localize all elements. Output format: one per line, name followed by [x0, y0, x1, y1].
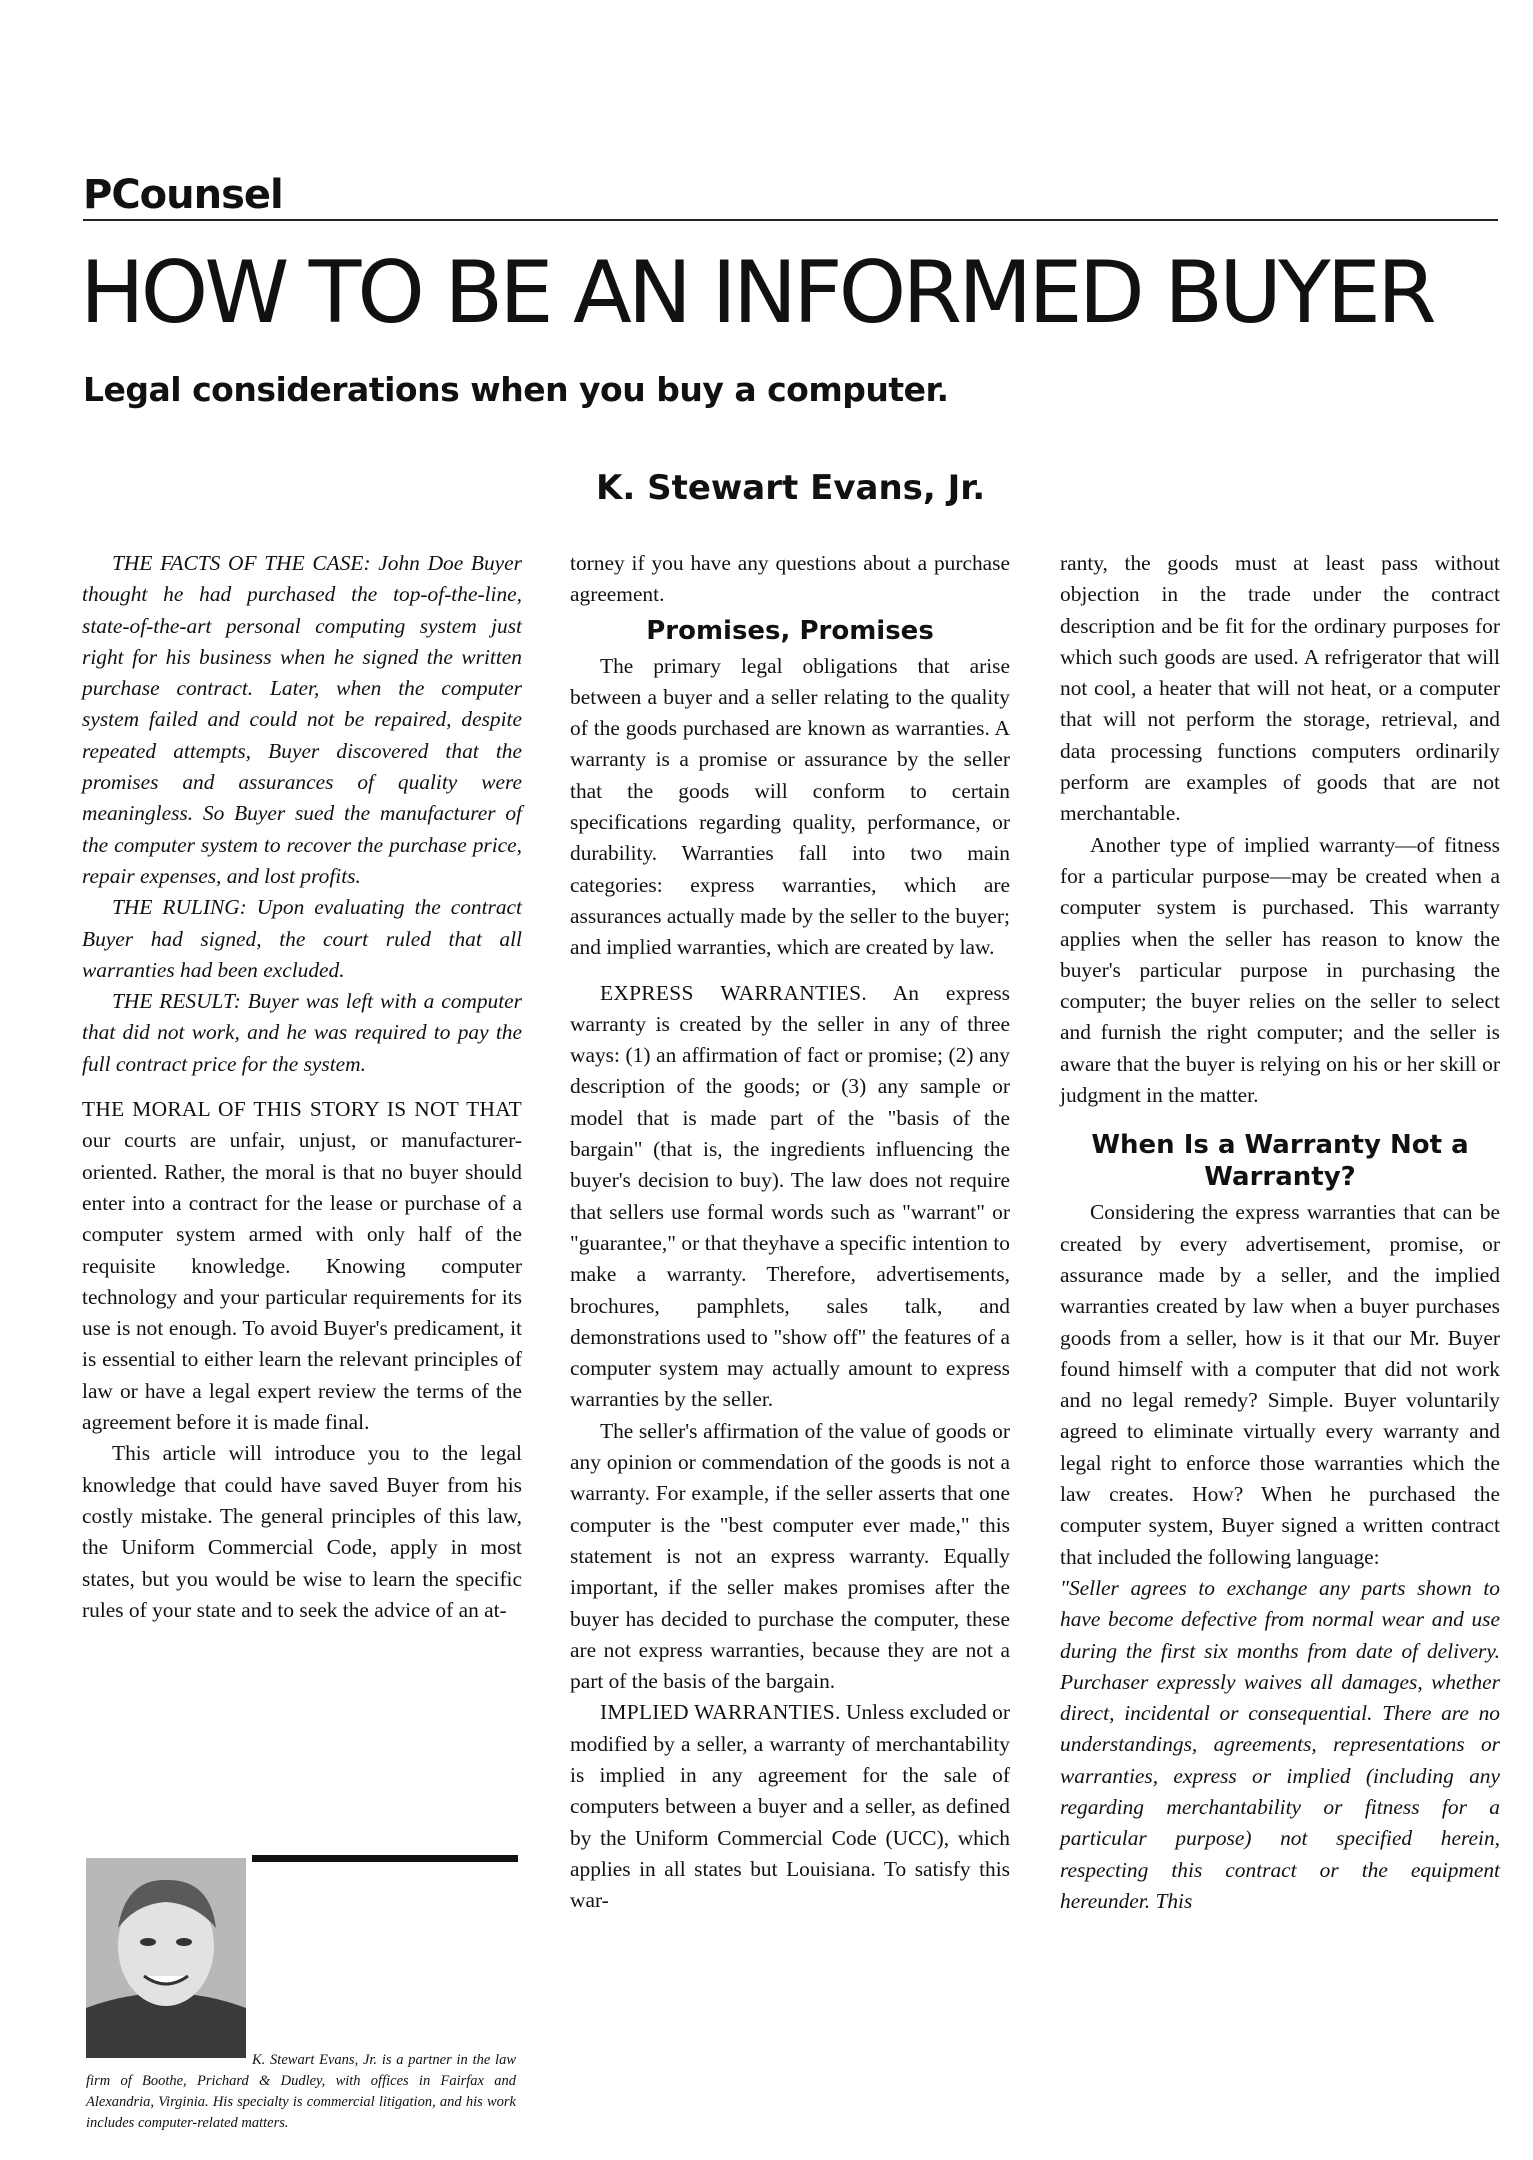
case-ruling-paragraph: THE RULING: Upon evaluating the contract Buyer had signed, the court ruled that all warranties had been excluded. [82, 895, 522, 982]
case-facts-paragraph: THE FACTS OF THE CASE: John Doe Buyer thought he had purchased the top-of-the-line, state-of-the-art personal computing system just right for his business when he signed the written purchase contract. Later, when the computer system failed and could not be repaired, despite repeated attempts, Buyer discovered that the promises and assurances of quality were meaningless. So Buyer sued the manufacturer of the computer system to recover the purchase price, repair expenses, and lost profits. [82, 551, 522, 888]
continued-paragraph: torney if you have any questions about a purchase agreement. [570, 551, 1010, 607]
section-divider [83, 219, 1498, 221]
intro-paragraph: This article will introduce you to the legal knowledge that could have saved Buyer from his costly mistake. The general principles of this law, the Uniform Commercial Code, apply in most states, but you would be wise to learn the specific rules of your state and to seek the advice of an at- [82, 1441, 522, 1622]
fitness-paragraph: Another type of implied warranty—of fitness for a particular purpose—may be created when a computer system is purchased. This warranty applies when the seller has reason to know the buyer's particular purpose in purchasing the computer; the buyer relies on the seller to select and furnish the right computer; and the seller is aware that the buyer is relying on his or her skill or judgment in the matter. [1060, 832, 1500, 1108]
author-caption [86, 2050, 516, 2134]
affirmation-paragraph: The seller's affirmation of the value of goods or any opinion or commendation of the goods is not a warranty. For example, if the seller asserts that one computer is the "best computer ever made," this statement is not an express warranty. Equally important, if the seller makes promises after the buyer has decided to purchase the computer, these are not express warranties, because they are not a part of the basis of the bargain. [570, 1418, 1010, 1694]
text-column-1 [82, 548, 522, 1626]
author-caption-text: K. Stewart Evans, Jr. is a partner in the law firm of Boothe, Prichard & Dudley, with offices in Fairfax and Alexandria, Virginia. His specialty is commercial litigation, and his work includes computer-related matters. [86, 2052, 516, 2131]
implied-warranties-lead-in: IMPLIED WARRANTIES. [600, 1700, 841, 1725]
text-column-2 [570, 548, 1010, 1916]
subheading-warranty-not-warranty: When Is a Warranty Not a Warranty? [1091, 1130, 1469, 1193]
express-warranties-lead-in: EXPRESS WARRANTIES. [600, 980, 867, 1005]
moral-text: our courts are unfair, unjust, or manufacturer-oriented. Rather, the moral is that no buyer should enter into a contract for the lease or purchase of a computer system armed with only half of the requisite knowledge. Knowing computer technology and your particular requirements for its use is not enough. To avoid Buyer's predicament, it is essential to either learn the relevant principles of law or have a legal expert review the terms of the agreement before it is made final. [82, 1128, 522, 1435]
photo-rule [252, 1855, 518, 1862]
merchantability-paragraph: ranty, the goods must at least pass without objection in the trade under the contract description and be fit for the ordinary purposes for which such goods are used. A refrigerator that will not cool, a heater that will not heat, or a computer that will not perform the storage, retrieval, and data processing functions computers ordinarily perform are examples of goods that are not merchantable. [1060, 551, 1500, 826]
warranties-paragraph: The primary legal obligations that arise between a buyer and a seller relating to the quality of the goods purchased are known as warranties. A warranty is a promise or assurance by the seller that the goods will conform to certain specifications regarding quality, performance, or durability. Warranties fall into two main categories: express warranties, which are assurances actually made by the seller to the buyer; and implied warranties, which are created by law. [570, 653, 1010, 960]
section-label: PCounsel [83, 172, 283, 218]
express-warranties-text: An express warranty is created by the seller in any of three ways: (1) an affirmation of fact or promise; (2) any description of the goods; or (3) any sample or model that is made part of the "basis of the bargain" (that is, the ingredients influencing the buyer's decision to buy). The law does not require that sellers use formal words such as "warrant" or "guarantee," or that theyhave a specific intention to make a warranty. Therefore, advertisements, brochures, pamphlets, sales talk, and demonstrations used to "show off" the features of a computer system may actually amount to express warranties by the seller. [570, 980, 1010, 1412]
author-photo [86, 1858, 246, 2058]
implied-warranties-text: Unless excluded or modified by a seller, a warranty of merchantability is implied in any agreement for the sale of computers between a buyer and a seller, as defined by the Uniform Commercial Code (UCC), which applies in all states but Louisiana. To satisfy this war- [570, 1700, 1010, 1913]
text-column-3 [1060, 548, 1500, 1917]
implied-warranties-paragraph [570, 1697, 1010, 1916]
subheading-promises: Promises, Promises [646, 615, 934, 646]
author-portrait-icon [86, 1858, 246, 2058]
author-byline: K. Stewart Evans, Jr. [596, 468, 986, 508]
moral-lead-in: THE MORAL OF THIS STORY IS NOT THAT [82, 1097, 522, 1122]
article-subhead: Legal considerations when you buy a computer. [83, 370, 949, 409]
article-headline: HOW TO BE AN INFORMED BUYER [80, 243, 1433, 343]
contract-quote-paragraph: "Seller agrees to exchange any parts shown to have become defective from normal wear and use during the first six months from date of delivery. Purchaser expressly waives all damages, whether direct, incidental or consequential. There are no understandings, agreements, representations or warranties, express or implied (including any regarding merchantability or fitness for a particular purpose) not specified herein, respecting this contract or the equipment hereunder. This [1060, 1575, 1500, 1913]
express-warranties-paragraph [570, 978, 1010, 1416]
case-result-paragraph: THE RESULT: Buyer was left with a computer that did not work, and he was required to pay the full contract price for the system. [82, 989, 522, 1076]
considering-paragraph: Considering the express warranties that can be created by every advertisement, promise, or assurance made by a seller, and the implied warranties created by law when a buyer purchases goods from a seller, how is it that our Mr. Buyer found himself with a computer that did not work and no legal remedy? Simple. Buyer voluntarily agreed to eliminate virtually every warranty and legal right to enforce those warranties which the law creates. How? When he purchased the computer system, Buyer signed a written contract that included the following language: [1060, 1200, 1500, 1569]
moral-paragraph [82, 1094, 522, 1438]
